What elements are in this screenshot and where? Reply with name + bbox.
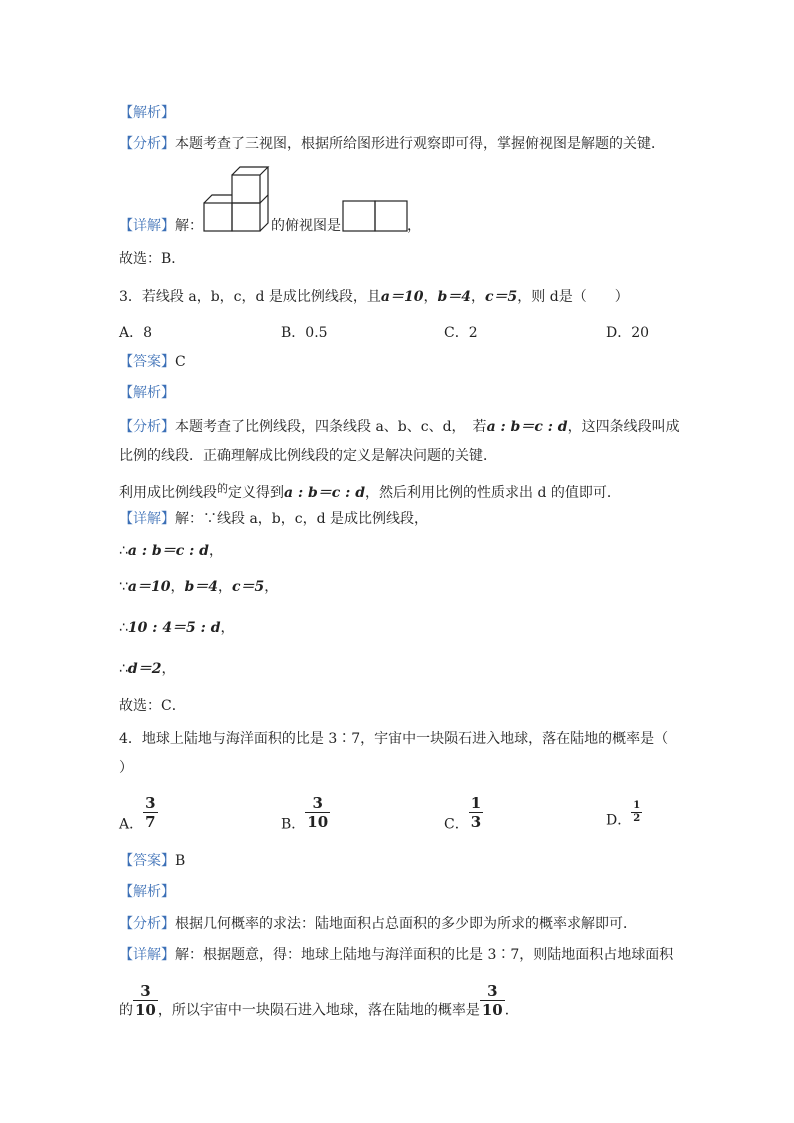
- q3-stem-b: ，则 d是（ ）: [517, 289, 629, 305]
- q4-xiangjie-a: 解：根据题意，得：地球上陆地与海洋面积的比是 3∶7，则陆地面积占地球面积: [175, 947, 674, 963]
- q3-fenxi-b: ，这四条线段叫成: [567, 419, 680, 435]
- q3-fenxi-line1: [119, 417, 680, 437]
- q3-fenxi-ratio-2: a : b＝c : d: [284, 485, 366, 501]
- top-view-figure: [342, 200, 408, 232]
- q4-xiangjie-tag: 【详解】: [119, 947, 175, 963]
- q3-fenxi-d: 利用成比例线段: [119, 485, 217, 501]
- q3-option-b: B．0.5: [281, 325, 328, 341]
- q2-fenxi-tag: 【分析】: [119, 136, 175, 152]
- q4-option-c: [444, 794, 483, 835]
- q3-stem: [119, 287, 629, 307]
- frac-denominator: 2: [633, 813, 641, 824]
- q3-option-a: A．8: [119, 325, 153, 341]
- q2-xiangjie-b: 的俯视图是: [271, 218, 341, 234]
- q2-xiangjie-c: ，: [407, 218, 421, 234]
- q3-eq-c: c＝5: [485, 289, 518, 305]
- q2-guxuan: 故选：B．: [119, 251, 186, 267]
- q4-xiangjie-d: ．: [504, 1002, 519, 1019]
- q3-step2-c: c＝5: [232, 579, 265, 595]
- frac-numerator: 1: [633, 800, 641, 811]
- frac-denominator: 10: [135, 1001, 156, 1019]
- q3-eq-a: a＝10: [380, 289, 424, 305]
- q3-fenxi-de: 的: [217, 482, 228, 495]
- q3-sep-2: ，: [471, 289, 486, 305]
- therefore-symbol: ∴: [119, 543, 128, 559]
- q4-fenxi: [119, 914, 637, 934]
- q3-option-d: D．20: [606, 325, 650, 341]
- q3-daan-tag: 【答案】: [119, 354, 175, 370]
- q4-option-d-label: D．: [606, 812, 632, 829]
- q3-step1-eq: a : b＝c : d: [127, 543, 209, 559]
- q3-step3: [119, 618, 235, 638]
- therefore-symbol: ∴: [119, 620, 128, 636]
- q2-fenxi-text: 本题考查了三视图，根据所给图形进行观察即可得，掌握俯视图是解题的关键．: [175, 136, 665, 152]
- frac-denominator: 10: [481, 1001, 503, 1019]
- q3-step3-end: ，: [220, 620, 235, 636]
- q4-option-a-frac: [143, 794, 157, 831]
- q3-sep-1: ，: [423, 289, 438, 305]
- q3-eq-b: b＝4: [437, 289, 472, 305]
- q4-option-d: [606, 800, 642, 831]
- q4-option-d-frac: [631, 800, 642, 825]
- q4-option-b: [281, 794, 330, 835]
- q3-fenxi-tag: 【分析】: [119, 419, 175, 435]
- frac-numerator: 3: [140, 982, 151, 1000]
- q3-step2-sep2: ，: [218, 579, 233, 595]
- q3-step2-b: b＝4: [184, 579, 219, 595]
- q3-step4: [119, 659, 175, 679]
- q4-daan-tag: 【答案】: [119, 853, 175, 869]
- q2-jiexi-heading: 【解析】: [119, 105, 175, 121]
- q4-option-c-frac: [469, 794, 483, 831]
- q3-daan-value: C: [175, 354, 186, 370]
- q4-stem-b: ）: [119, 760, 133, 776]
- q2-xiangjie-a: 解：: [175, 218, 203, 234]
- q3-option-c: C．2: [444, 325, 478, 341]
- q2-fenxi: [119, 134, 665, 154]
- q4-xiangjie: [119, 945, 673, 965]
- q4-option-b-frac: [305, 794, 330, 831]
- therefore-symbol: ∴: [119, 661, 128, 677]
- frac-numerator: 3: [312, 794, 323, 812]
- q4-fenxi-text: 根据几何概率的求法：陆地面积占总面积的多少即为所求的概率求解即可．: [175, 916, 637, 932]
- frac-numerator: 3: [145, 794, 156, 812]
- q4-option-a-label: A．: [119, 816, 144, 833]
- frac-denominator: 10: [307, 813, 329, 831]
- because-symbol: ∵: [119, 579, 128, 595]
- q3-xiangjie-a: 解：∵线段 a，b，c，d 是成比例线段，: [175, 511, 429, 527]
- q4-frac-2: [480, 982, 505, 1019]
- q4-xiangjie-c: ，所以宇宙中一块陨石进入地球，落在陆地的概率是: [157, 1002, 480, 1019]
- q4-daan-value: B: [175, 853, 186, 869]
- q3-stem-a: 3．若线段 a，b，c，d 是成比例线段，且: [119, 289, 381, 305]
- q3-step1-end: ，: [208, 543, 223, 559]
- q3-xiangjie: [119, 509, 428, 529]
- q3-step1: [119, 541, 223, 561]
- q3-step2-sep1: ，: [170, 579, 185, 595]
- q4-xiangjie-line2: [119, 982, 519, 1022]
- q4-fenxi-tag: 【分析】: [119, 916, 175, 932]
- q3-jiexi-heading: 【解析】: [119, 385, 175, 401]
- q3-step2-end: ，: [264, 579, 279, 595]
- q3-step3-eq: 10 : 4＝5 : d: [127, 620, 221, 636]
- q3-step4-eq: d＝2: [127, 661, 162, 677]
- q3-daan: [119, 352, 186, 372]
- q4-daan: [119, 851, 185, 871]
- q3-step2: [119, 577, 278, 597]
- q4-stem-a: 4．地球上陆地与海洋面积的比是 3∶7，宇宙中一块陨石进入地球，落在陆地的概率是（: [119, 731, 669, 747]
- q3-fenxi-f: ，然后利用比例的性质求出 d 的值即可．: [365, 485, 621, 501]
- frac-numerator: 1: [470, 794, 482, 812]
- q3-fenxi-e: 定义得到: [228, 485, 284, 501]
- frac-denominator: 7: [145, 813, 156, 831]
- q3-fenxi-line3: [119, 479, 621, 503]
- q3-step4-end: ，: [161, 661, 176, 677]
- q3-fenxi-ratio: a : b＝c : d: [486, 419, 568, 435]
- q4-option-b-label: B．: [281, 816, 306, 833]
- q4-option-c-label: C．: [444, 816, 469, 833]
- frac-numerator: 3: [487, 982, 498, 1000]
- q4-jiexi-heading: 【解析】: [119, 884, 175, 900]
- q3-xiangjie-tag: 【详解】: [119, 511, 175, 527]
- q3-fenxi-a: 本题考查了比例线段，四条线段 a、b、c、d， 若: [175, 419, 487, 435]
- q4-xiangjie-b: 的: [119, 1002, 133, 1019]
- q3-step2-a: a＝10: [127, 579, 171, 595]
- q4-frac-1: [133, 982, 158, 1019]
- q4-option-a: [119, 794, 158, 835]
- q2-xiangjie-tag: 【详解】: [119, 218, 175, 234]
- q3-fenxi-c: 比例的线段．正确理解成比例线段的定义是解决问题的关键．: [119, 448, 497, 464]
- frac-denominator: 3: [470, 813, 482, 831]
- q3-guxuan: 故选：C．: [119, 698, 186, 714]
